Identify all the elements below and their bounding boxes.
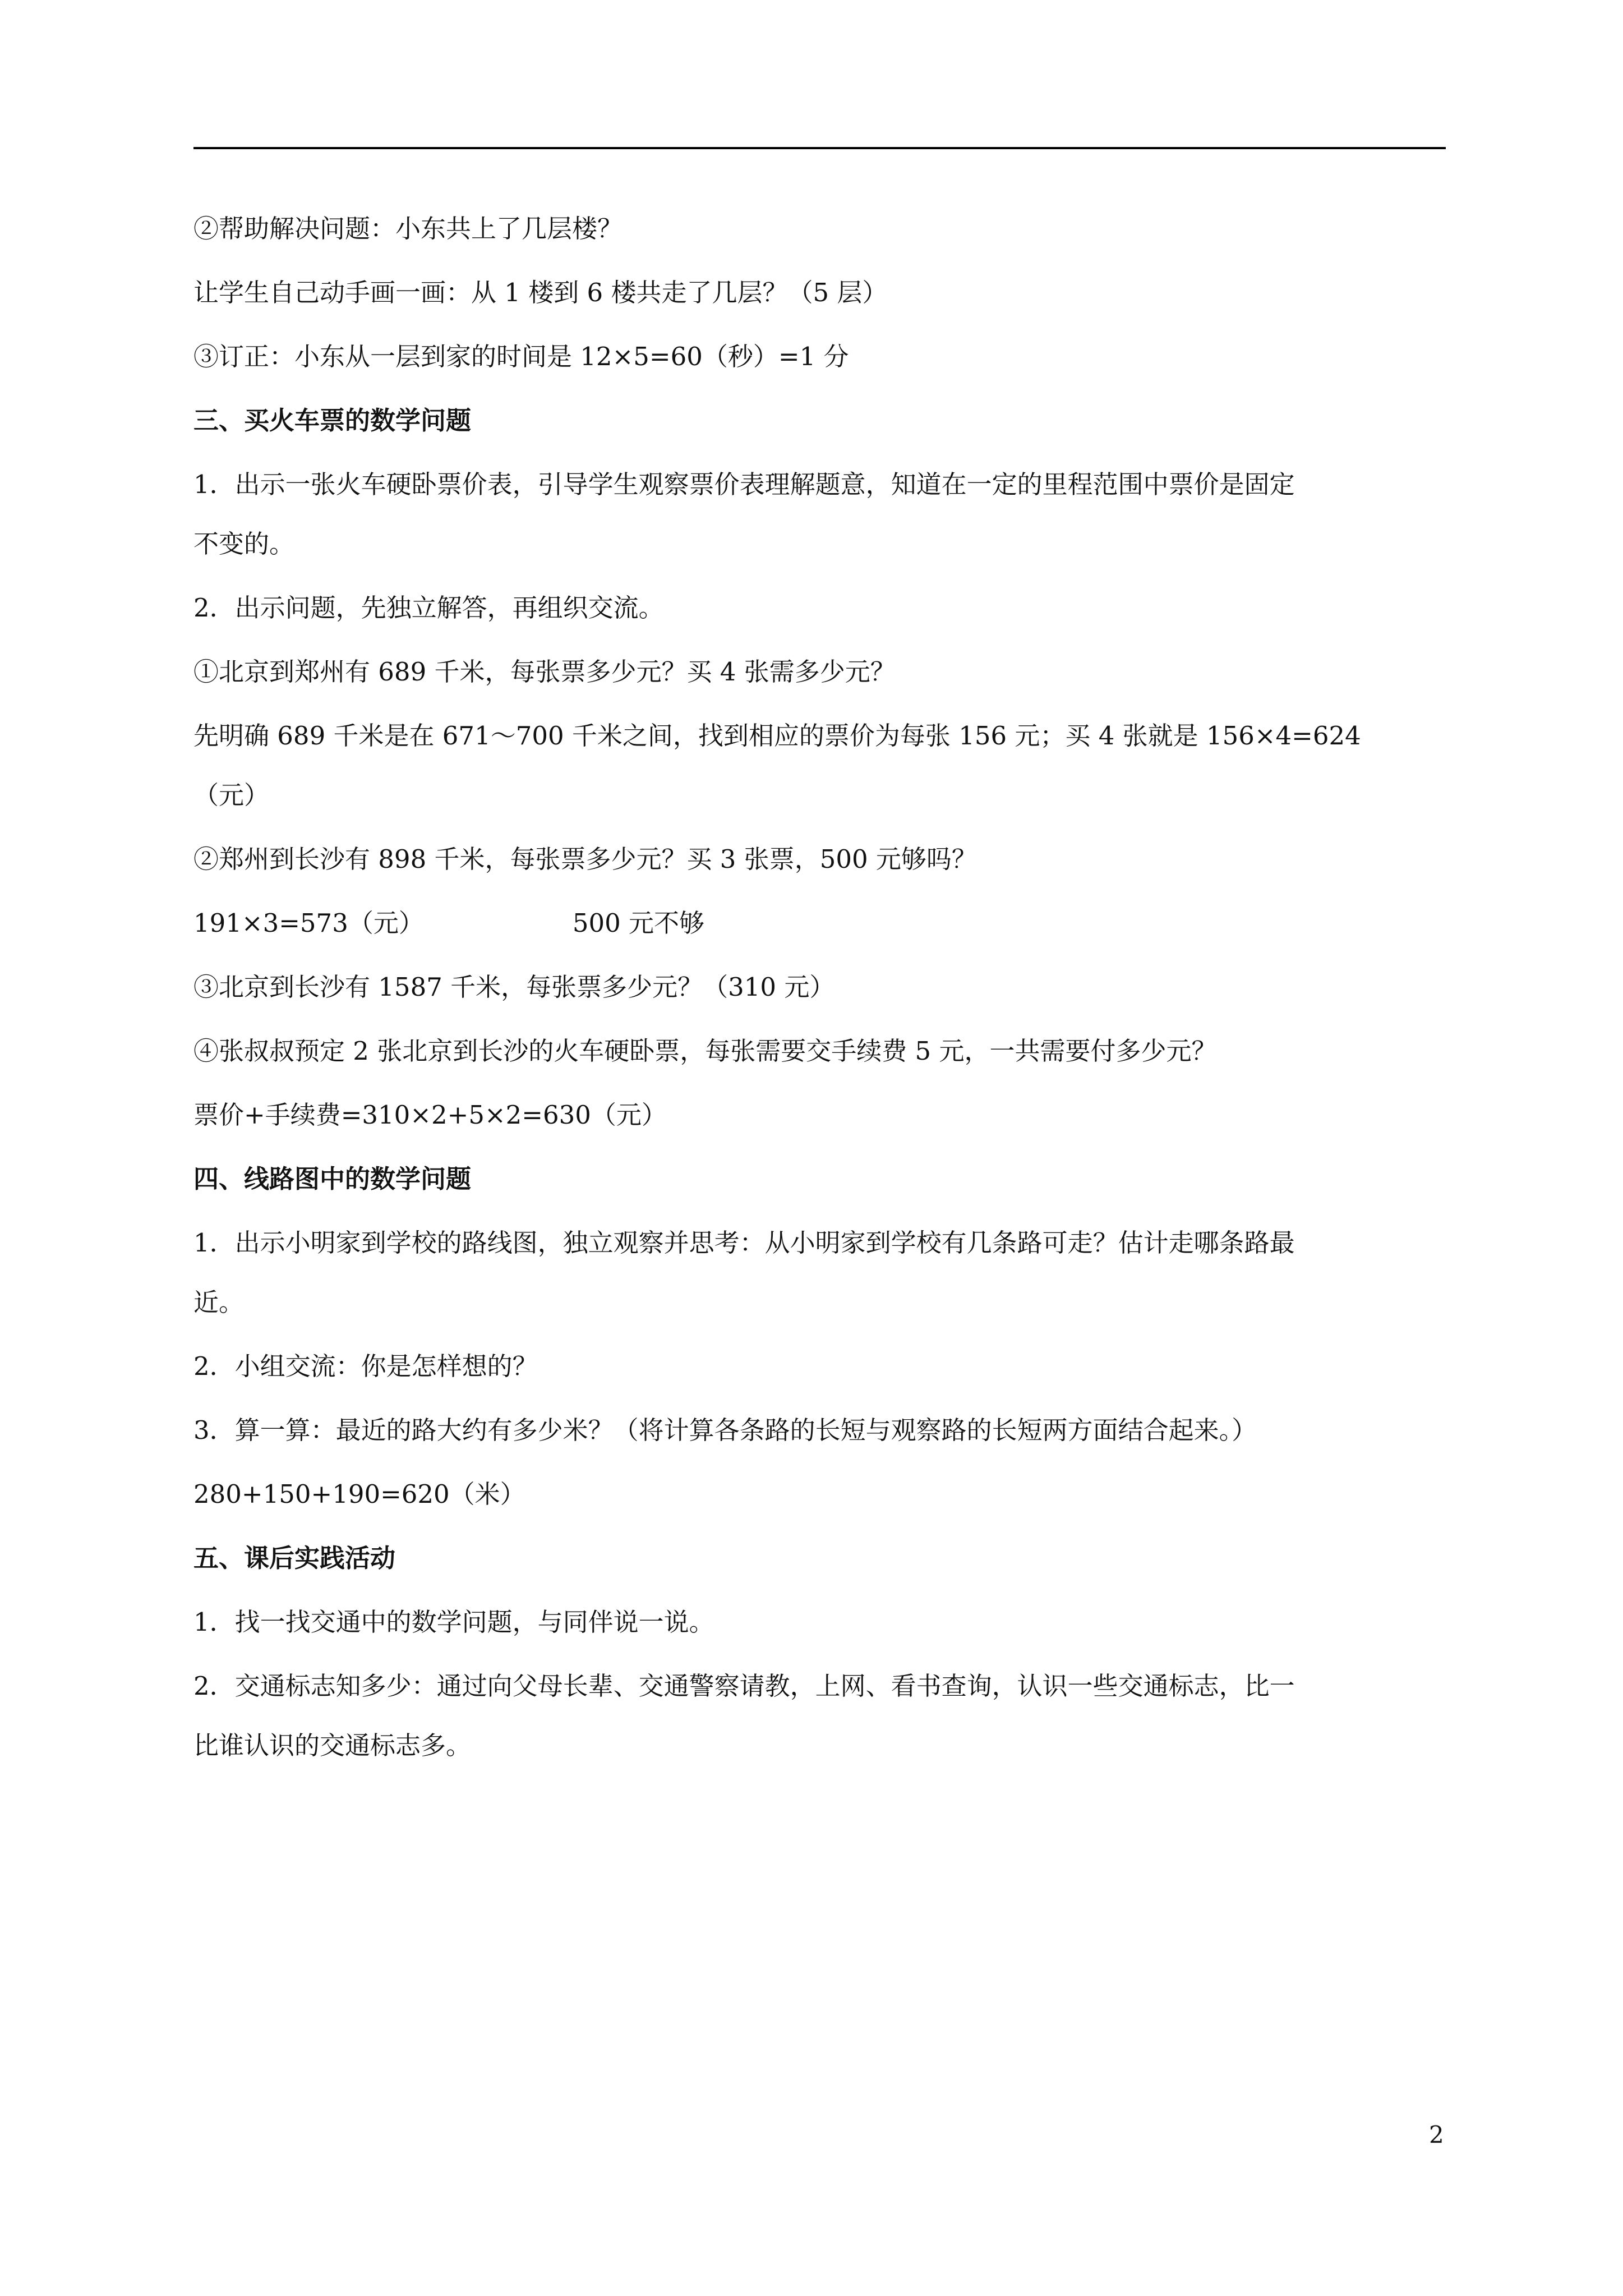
text-line: ②郑州到长沙有 898 千米，每张票多少元？买 3 张票，500 元够吗？ bbox=[193, 844, 977, 874]
text-line: 让学生自己动手画一画：从 1 楼到 6 楼共走了几层？（5 层） bbox=[193, 278, 888, 307]
section-heading: 四、线路图中的数学问题 bbox=[193, 1164, 472, 1194]
text-line: ③北京到长沙有 1587 千米，每张票多少元？（310 元） bbox=[193, 972, 835, 1002]
text-line: 先明确 689 千米是在 671～700 千米之间，找到相应的票价为每张 156 元；买 4 张就是 156×4=624 bbox=[193, 721, 1361, 751]
text-line: 280+150+190=620（米） bbox=[193, 1479, 525, 1509]
text-line: 2．交通标志知多少：通过向父母长辈、交通警察请教，上网、看书查询，认识一些交通标志，比一 bbox=[193, 1671, 1295, 1701]
text-line: （元） bbox=[193, 780, 270, 810]
page-number: 2 bbox=[1429, 2121, 1444, 2148]
text-line: 不变的。 bbox=[193, 529, 295, 559]
text-line: 1．出示一张火车硬卧票价表，引导学生观察票价表理解题意，知道在一定的里程范围中票价是固定 bbox=[193, 470, 1295, 499]
text-line: ①北京到郑州有 689 千米，每张票多少元？买 4 张需多少元？ bbox=[193, 657, 896, 687]
text-line: 近。 bbox=[193, 1287, 245, 1317]
text-line: ②帮助解决问题：小东共上了几层楼？ bbox=[193, 214, 623, 243]
text-line: ③订正：小东从一层到家的时间是 12×5=60（秒）=1 分 bbox=[193, 342, 849, 371]
text-line: 票价+手续费=310×2+5×2=630（元） bbox=[193, 1100, 667, 1130]
header-rule bbox=[193, 147, 1446, 149]
text-line: 比谁认识的交通标志多。 bbox=[193, 1731, 472, 1760]
text-line: ④张叔叔预定 2 张北京到长沙的火车硬卧票，每张需要交手续费 5 元，一共需要付多少元？ bbox=[193, 1036, 1217, 1066]
text-line: 3．算一算：最近的路大约有多少米？（将计算各条路的长短与观察路的长短两方面结合起来。） bbox=[193, 1415, 1257, 1445]
section-heading: 三、买火车票的数学问题 bbox=[193, 406, 472, 435]
conclusion-text: 500 元不够 bbox=[572, 908, 705, 938]
calc-text: 191×3=573（元） bbox=[193, 908, 424, 938]
text-line: 2．出示问题，先独立解答，再组织交流。 bbox=[193, 593, 664, 623]
section-heading: 五、课后实践活动 bbox=[193, 1543, 396, 1573]
text-line: 1．找一找交通中的数学问题，与同伴说一说。 bbox=[193, 1607, 714, 1637]
text-line: 2．小组交流：你是怎样想的？ bbox=[193, 1351, 538, 1381]
text-line bbox=[193, 907, 704, 940]
text-line: 1．出示小明家到学校的路线图，独立观察并思考：从小明家到学校有几条路可走？估计走哪条路最 bbox=[193, 1228, 1295, 1258]
